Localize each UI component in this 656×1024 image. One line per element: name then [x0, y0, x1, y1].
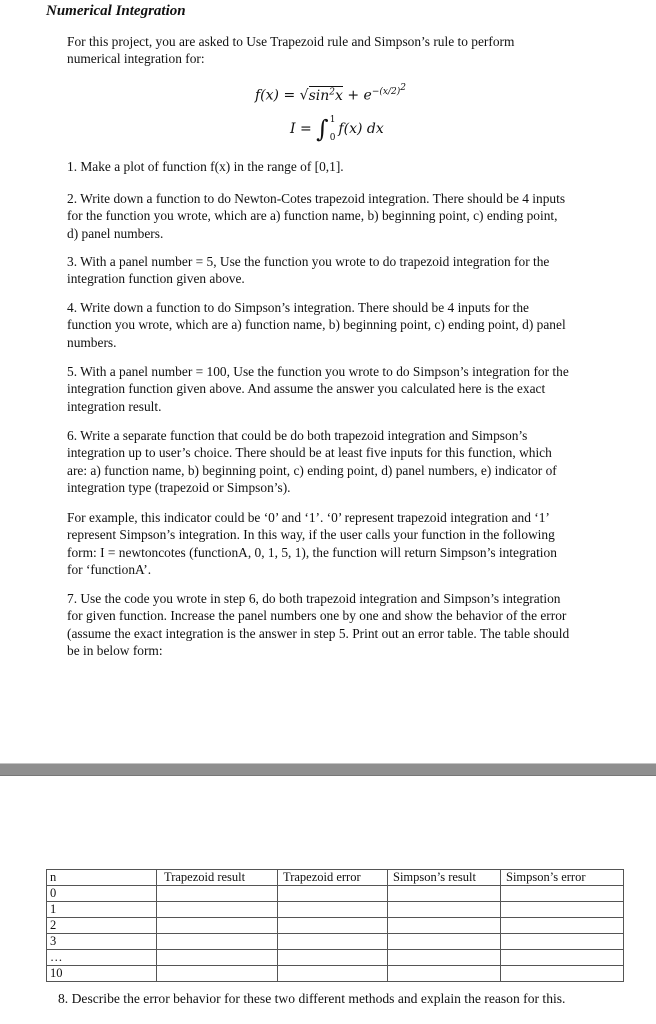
- function-formula: [255, 83, 406, 104]
- cell: [388, 886, 501, 902]
- integral-expression: [290, 115, 384, 143]
- row-n: 3: [47, 934, 157, 950]
- integral-upper-limit: 1: [329, 115, 336, 125]
- example-paragraph: [67, 509, 557, 578]
- item-4: [67, 299, 566, 351]
- cell: [157, 886, 278, 902]
- cell: [501, 918, 624, 934]
- cell: [388, 934, 501, 950]
- formula-exp-base: + e: [342, 87, 372, 104]
- text-line: d) panel numbers.: [67, 225, 164, 241]
- text-line: represent Simpson’s integration. In this way, if the user calls your function in the following: [67, 527, 555, 543]
- text-line: 4. Write down a function to do Simpson’s integration. There should be 4 inputs for the: [67, 300, 529, 315]
- formula-power: 2: [329, 87, 335, 97]
- intro-paragraph: [67, 33, 514, 68]
- text-line: 5. With a panel number = 100, Use the function you wrote to do Simpson’s integration for the: [67, 364, 569, 379]
- cell: [501, 950, 624, 966]
- cell: [278, 902, 388, 918]
- header-simpson-result: Simpson’s result: [388, 870, 501, 886]
- text-line: form: I = newtoncotes (functionA, 0, 1, 5, 1), the function will return Simpson’s integration: [67, 544, 557, 560]
- cell: [388, 966, 501, 982]
- item-1: [67, 158, 344, 175]
- table-row: [47, 902, 624, 918]
- page-break-divider: [0, 763, 656, 776]
- text-line: integration result.: [67, 398, 162, 414]
- cell: [157, 950, 278, 966]
- integral-limits: [330, 115, 336, 143]
- header-trapezoid-error: Trapezoid error: [278, 870, 388, 886]
- text-line: 1. Make a plot of function f(x) in the range of [0,1].: [67, 159, 344, 174]
- cell: [278, 950, 388, 966]
- cell: [157, 902, 278, 918]
- text-line: (assume the exact integration is the answer in step 5. Print out an error table. The table should: [67, 625, 570, 641]
- formula-lhs: f(x) =: [255, 87, 300, 104]
- row-n: 1: [47, 902, 157, 918]
- table-row: [47, 950, 624, 966]
- text-line: For example, this indicator could be ‘0’ and ‘1’. ‘0’ represent trapezoid integration and ‘1’: [67, 510, 550, 525]
- text-line: integration function given above. And assume the answer you calculated here is the exact: [67, 381, 546, 397]
- table-header-row: [47, 870, 624, 886]
- cell: [501, 886, 624, 902]
- text-line: 7. Use the code you wrote in step 6, do both trapezoid integration and Simpson’s integration: [67, 591, 561, 606]
- cell: [278, 966, 388, 982]
- table-row: [47, 918, 624, 934]
- text-line: be in below form:: [67, 642, 163, 658]
- row-n: 2: [47, 918, 157, 934]
- item-8: 8. Describe the error behavior for these two different methods and explain the reason for this.: [58, 991, 566, 1006]
- item-3: [67, 253, 549, 288]
- cell: [388, 950, 501, 966]
- cell: [278, 918, 388, 934]
- integral-icon: ∫: [316, 115, 329, 143]
- table-row: [47, 934, 624, 950]
- cell: [388, 902, 501, 918]
- cell: [501, 934, 624, 950]
- text-line: 2. Write down a function to do Newton-Cotes trapezoid integration. There should be 4 inputs: [67, 191, 566, 206]
- integral-lhs: I =: [290, 121, 312, 137]
- formula-exponent: −(x/2): [371, 87, 401, 97]
- row-n: …: [47, 950, 157, 966]
- text-line: integration type (trapezoid or Simpson’s).: [67, 479, 291, 495]
- text-line: integration up to user’s choice. There should be at least five inputs for this function, which: [67, 445, 552, 461]
- header-trapezoid-result: Trapezoid result: [157, 870, 278, 886]
- text-line: For this project, you are asked to Use Trapezoid rule and Simpson’s rule to perform: [67, 34, 515, 49]
- text-line: 6. Write a separate function that could be do both trapezoid integration and Simpson’s: [67, 428, 528, 443]
- cell: [501, 966, 624, 982]
- header-n: n: [47, 870, 157, 886]
- cell: [388, 918, 501, 934]
- item-6: [67, 427, 557, 496]
- cell: [157, 934, 278, 950]
- table-row: [47, 966, 624, 982]
- text-line: function you wrote, which are a) function name, b) beginning point, c) ending point, d) panel: [67, 317, 566, 333]
- formula-exponent-power: 2: [400, 83, 406, 93]
- formula-var: x: [334, 87, 343, 104]
- integral-body: f(x) dx: [338, 121, 384, 137]
- text-line: numerical integration for:: [67, 51, 205, 67]
- text-line: are: a) function name, b) beginning point, c) ending point, d) panel numbers, e) indicator of: [67, 462, 557, 478]
- item-5: [67, 363, 569, 415]
- text-line: for given function. Increase the panel numbers one by one and show the behavior of the error: [67, 608, 567, 624]
- formula-sin: sin: [308, 87, 330, 104]
- text-line: integration function given above.: [67, 271, 245, 287]
- cell: [501, 902, 624, 918]
- text-line: for the function you wrote, which are a) function name, b) beginning point, c) ending point,: [67, 208, 558, 224]
- row-n: 0: [47, 886, 157, 902]
- document-title: Numerical Integration: [46, 3, 186, 19]
- table-row: [47, 886, 624, 902]
- sqrt-body: [309, 86, 343, 104]
- cell: [278, 886, 388, 902]
- text-line: numbers.: [67, 334, 117, 350]
- cell: [157, 918, 278, 934]
- item-2: [67, 190, 565, 242]
- cell: [278, 934, 388, 950]
- header-simpson-error: Simpson’s error: [501, 870, 624, 886]
- item-7: [67, 590, 569, 659]
- integral-lower-limit: 0: [329, 133, 336, 143]
- row-n: 10: [47, 966, 157, 982]
- text-line: for ‘functionA’.: [67, 561, 152, 577]
- text-line: 3. With a panel number = 5, Use the function you wrote to do trapezoid integration for the: [67, 254, 550, 269]
- sqrt-icon: √: [299, 87, 309, 104]
- cell: [157, 966, 278, 982]
- error-table: [46, 869, 624, 982]
- integral-formula: [290, 115, 384, 143]
